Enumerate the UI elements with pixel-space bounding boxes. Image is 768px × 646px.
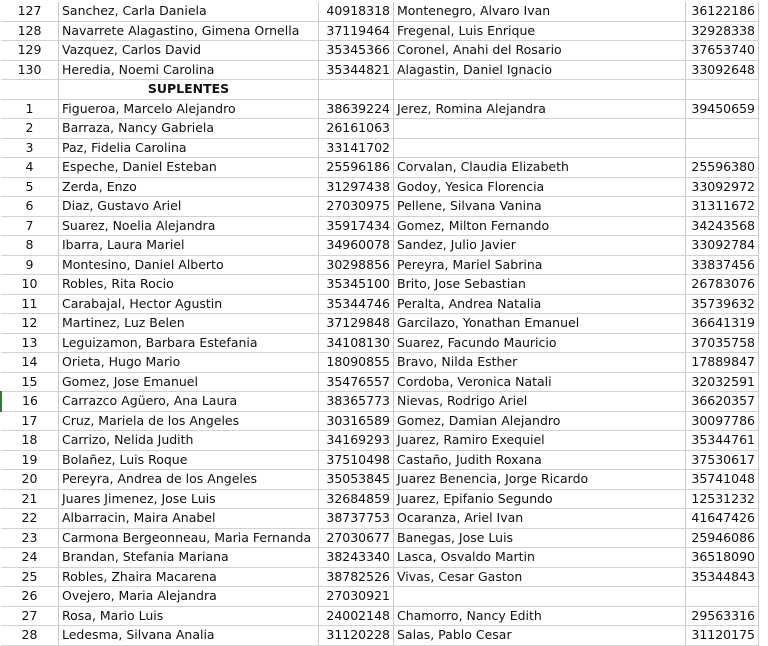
substitute-name-cell[interactable]: Juarez, Ramiro Exequiel bbox=[394, 431, 686, 451]
substitute-name-cell[interactable]: Castaño, Judith Roxana bbox=[394, 450, 686, 470]
substitute-dni-cell[interactable]: 35741048 bbox=[686, 470, 759, 490]
substitute-name-cell[interactable] bbox=[394, 119, 686, 139]
name-cell[interactable]: Figueroa, Marcelo Alejandro bbox=[59, 99, 319, 119]
table-row bbox=[1, 294, 759, 314]
substitute-name-cell[interactable]: Cordoba, Veronica Natali bbox=[394, 372, 686, 392]
dni-cell[interactable]: 31120228 bbox=[319, 626, 394, 646]
dni-cell[interactable]: 27030677 bbox=[319, 528, 394, 548]
table-row bbox=[1, 119, 759, 139]
table-row bbox=[1, 353, 759, 373]
substitute-dni-cell[interactable]: 31120175 bbox=[686, 626, 759, 646]
table-row bbox=[1, 236, 759, 256]
name-cell[interactable]: Martinez, Luz Belen bbox=[59, 314, 319, 334]
substitute-name-cell[interactable]: Fregenal, Luis Enrique bbox=[394, 21, 686, 41]
dni-cell[interactable]: 38243340 bbox=[319, 548, 394, 568]
name-cell[interactable]: Carabajal, Hector Agustin bbox=[59, 294, 319, 314]
table-row bbox=[1, 138, 759, 158]
name-cell[interactable]: Diaz, Gustavo Ariel bbox=[59, 197, 319, 217]
substitute-dni-cell[interactable] bbox=[686, 119, 759, 139]
dni-cell[interactable]: 38737753 bbox=[319, 509, 394, 529]
substitute-name-cell[interactable]: Alagastin, Daniel Ignacio bbox=[394, 60, 686, 80]
name-cell[interactable]: Bolañez, Luis Roque bbox=[59, 450, 319, 470]
dni-cell[interactable]: 34169293 bbox=[319, 431, 394, 451]
dni-cell[interactable]: 37510498 bbox=[319, 450, 394, 470]
substitute-dni-cell[interactable]: 36518090 bbox=[686, 548, 759, 568]
table-row bbox=[1, 567, 759, 587]
substitute-dni-cell[interactable]: 25596380 bbox=[686, 158, 759, 178]
name-cell[interactable]: Navarrete Alagastino, Gimena Ornella bbox=[59, 21, 319, 41]
name-cell[interactable]: Robles, Zhaira Macarena bbox=[59, 567, 319, 587]
substitute-name-cell[interactable]: Suarez, Facundo Mauricio bbox=[394, 333, 686, 353]
substitute-dni-cell[interactable]: 37653740 bbox=[686, 41, 759, 61]
substitute-name-cell[interactable]: Lasca, Osvaldo Martin bbox=[394, 548, 686, 568]
table-row bbox=[1, 587, 759, 607]
row-number-cell[interactable]: 16 bbox=[1, 392, 59, 412]
dni-cell[interactable]: 31297438 bbox=[319, 177, 394, 197]
name-cell[interactable]: Carrazco Agüero, Ana Laura bbox=[59, 392, 319, 412]
row-number-cell[interactable]: 130 bbox=[1, 60, 59, 80]
dni-cell[interactable]: 35917434 bbox=[319, 216, 394, 236]
substitute-dni-cell[interactable]: 37530617 bbox=[686, 450, 759, 470]
substitute-dni-cell[interactable]: 33837456 bbox=[686, 255, 759, 275]
substitute-dni-cell[interactable] bbox=[686, 138, 759, 158]
row-number-cell[interactable]: 18 bbox=[1, 431, 59, 451]
substitute-dni-cell[interactable]: 35344843 bbox=[686, 567, 759, 587]
substitute-dni-cell[interactable]: 32032591 bbox=[686, 372, 759, 392]
table-row bbox=[1, 197, 759, 217]
substitute-dni-cell[interactable]: 17889847 bbox=[686, 353, 759, 373]
row-number-cell[interactable]: 9 bbox=[1, 255, 59, 275]
dni-cell[interactable]: 35345100 bbox=[319, 275, 394, 295]
section-header-row bbox=[1, 80, 759, 100]
substitute-name-cell[interactable]: Chamorro, Nancy Edith bbox=[394, 606, 686, 626]
substitute-dni-cell[interactable]: 33092784 bbox=[686, 236, 759, 256]
row-number-cell[interactable]: 21 bbox=[1, 489, 59, 509]
dni-cell[interactable]: 38782526 bbox=[319, 567, 394, 587]
table-row bbox=[1, 2, 759, 21]
name-cell[interactable]: Espeche, Daniel Esteban bbox=[59, 158, 319, 178]
row-number-cell[interactable]: 20 bbox=[1, 470, 59, 490]
name-cell[interactable]: Carrizo, Nelida Judith bbox=[59, 431, 319, 451]
table-row bbox=[1, 255, 759, 275]
substitute-dni-cell[interactable]: 37035758 bbox=[686, 333, 759, 353]
substitute-name-cell[interactable]: Bravo, Nilda Esther bbox=[394, 353, 686, 373]
table-row bbox=[1, 392, 759, 412]
table-row bbox=[1, 60, 759, 80]
name-cell[interactable]: Leguizamon, Barbara Estefania bbox=[59, 333, 319, 353]
substitute-dni-cell[interactable]: 26783076 bbox=[686, 275, 759, 295]
table-row bbox=[1, 158, 759, 178]
substitute-dni-cell[interactable]: 32928338 bbox=[686, 21, 759, 41]
substitute-dni-cell[interactable]: 39450659 bbox=[686, 99, 759, 119]
table-row bbox=[1, 626, 759, 646]
dni-cell[interactable]: 35476557 bbox=[319, 372, 394, 392]
row-number-cell[interactable]: 25 bbox=[1, 567, 59, 587]
row-number-cell[interactable]: 11 bbox=[1, 294, 59, 314]
row-number-cell[interactable]: 17 bbox=[1, 411, 59, 431]
row-number-cell[interactable]: 128 bbox=[1, 21, 59, 41]
table-body bbox=[1, 2, 759, 645]
row-number-cell[interactable]: 129 bbox=[1, 41, 59, 61]
row-number-cell[interactable]: 12 bbox=[1, 314, 59, 334]
dni-cell[interactable]: 33141702 bbox=[319, 138, 394, 158]
substitute-name-cell[interactable]: Pellene, Silvana Vanina bbox=[394, 197, 686, 217]
substitute-dni-cell[interactable]: 36620357 bbox=[686, 392, 759, 412]
dni-cell[interactable]: 38639224 bbox=[319, 99, 394, 119]
empty-cell[interactable] bbox=[394, 80, 686, 100]
name-cell[interactable]: Barraza, Nancy Gabriela bbox=[59, 119, 319, 139]
name-cell[interactable]: Albarracin, Maira Anabel bbox=[59, 509, 319, 529]
substitute-name-cell[interactable]: Vivas, Cesar Gaston bbox=[394, 567, 686, 587]
dni-cell[interactable]: 37119464 bbox=[319, 21, 394, 41]
substitute-name-cell[interactable]: Brito, Jose Sebastian bbox=[394, 275, 686, 295]
table-row bbox=[1, 548, 759, 568]
row-number-cell[interactable]: 3 bbox=[1, 138, 59, 158]
row-number-cell[interactable]: 22 bbox=[1, 509, 59, 529]
dni-cell[interactable]: 18090855 bbox=[319, 353, 394, 373]
row-number-cell[interactable]: 4 bbox=[1, 158, 59, 178]
table-row bbox=[1, 431, 759, 451]
row-number-cell[interactable]: 19 bbox=[1, 450, 59, 470]
substitute-dni-cell[interactable]: 25946086 bbox=[686, 528, 759, 548]
table-row bbox=[1, 450, 759, 470]
substitute-name-cell[interactable]: Peralta, Andrea Natalia bbox=[394, 294, 686, 314]
row-number-cell[interactable]: 7 bbox=[1, 216, 59, 236]
substitute-name-cell[interactable] bbox=[394, 138, 686, 158]
substitute-dni-cell[interactable]: 33092648 bbox=[686, 60, 759, 80]
substitute-name-cell[interactable]: Garcilazo, Yonathan Emanuel bbox=[394, 314, 686, 334]
substitute-name-cell[interactable]: Juarez Benencia, Jorge Ricardo bbox=[394, 470, 686, 490]
row-number-cell[interactable]: 10 bbox=[1, 275, 59, 295]
table-row bbox=[1, 41, 759, 61]
section-title[interactable]: SUPLENTES bbox=[59, 80, 319, 100]
name-cell[interactable]: Ibarra, Laura Mariel bbox=[59, 236, 319, 256]
substitute-name-cell[interactable]: Ocaranza, Ariel Ivan bbox=[394, 509, 686, 529]
table-row bbox=[1, 470, 759, 490]
substitute-dni-cell[interactable]: 12531232 bbox=[686, 489, 759, 509]
row-number-cell[interactable]: 6 bbox=[1, 197, 59, 217]
dni-cell[interactable]: 27030975 bbox=[319, 197, 394, 217]
dni-cell[interactable]: 38365773 bbox=[319, 392, 394, 412]
substitute-dni-cell[interactable]: 30097786 bbox=[686, 411, 759, 431]
name-cell[interactable]: Gomez, Jose Emanuel bbox=[59, 372, 319, 392]
name-cell[interactable]: Brandan, Stefania Mariana bbox=[59, 548, 319, 568]
substitute-dni-cell[interactable]: 29563316 bbox=[686, 606, 759, 626]
table-row bbox=[1, 21, 759, 41]
name-cell[interactable]: Carmona Bergeonneau, Maria Fernanda bbox=[59, 528, 319, 548]
table-row bbox=[1, 333, 759, 353]
row-number-cell[interactable]: 127 bbox=[1, 2, 59, 21]
name-cell[interactable]: Sanchez, Carla Daniela bbox=[59, 2, 319, 21]
row-number-cell[interactable]: 26 bbox=[1, 587, 59, 607]
substitute-dni-cell[interactable]: 33092972 bbox=[686, 177, 759, 197]
substitute-name-cell[interactable]: Corvalan, Claudia Elizabeth bbox=[394, 158, 686, 178]
empty-cell[interactable] bbox=[319, 80, 394, 100]
row-number-cell[interactable]: 1 bbox=[1, 99, 59, 119]
substitute-dni-cell[interactable]: 35739632 bbox=[686, 294, 759, 314]
substitute-name-cell[interactable]: Coronel, Anahi del Rosario bbox=[394, 41, 686, 61]
table-row bbox=[1, 216, 759, 236]
table-row bbox=[1, 489, 759, 509]
name-cell[interactable]: Zerda, Enzo bbox=[59, 177, 319, 197]
substitute-dni-cell[interactable]: 35344761 bbox=[686, 431, 759, 451]
substitute-name-cell[interactable]: Godoy, Yesica Florencia bbox=[394, 177, 686, 197]
row-number-cell[interactable]: 27 bbox=[1, 606, 59, 626]
substitute-dni-cell[interactable]: 31311672 bbox=[686, 197, 759, 217]
dni-cell[interactable]: 40918318 bbox=[319, 2, 394, 21]
name-cell[interactable]: Heredia, Noemi Carolina bbox=[59, 60, 319, 80]
row-number-cell[interactable]: 8 bbox=[1, 236, 59, 256]
row-number-cell[interactable]: 24 bbox=[1, 548, 59, 568]
dni-cell[interactable]: 24002148 bbox=[319, 606, 394, 626]
dni-cell[interactable]: 35344821 bbox=[319, 60, 394, 80]
substitute-dni-cell[interactable]: 34243568 bbox=[686, 216, 759, 236]
substitute-name-cell[interactable]: Gomez, Damian Alejandro bbox=[394, 411, 686, 431]
name-cell[interactable]: Orieta, Hugo Mario bbox=[59, 353, 319, 373]
table-row bbox=[1, 99, 759, 119]
empty-cell[interactable] bbox=[1, 80, 59, 100]
table-row bbox=[1, 606, 759, 626]
substitute-dni-cell[interactable] bbox=[686, 587, 759, 607]
dni-cell[interactable]: 27030921 bbox=[319, 587, 394, 607]
table-row bbox=[1, 509, 759, 529]
dni-cell[interactable]: 30298856 bbox=[319, 255, 394, 275]
table-row bbox=[1, 314, 759, 334]
table-row bbox=[1, 275, 759, 295]
name-cell[interactable]: Rosa, Mario Luis bbox=[59, 606, 319, 626]
table-row bbox=[1, 372, 759, 392]
name-cell[interactable]: Robles, Rita Rocio bbox=[59, 275, 319, 295]
spreadsheet-table bbox=[0, 2, 759, 646]
name-cell[interactable]: Pereyra, Andrea de los Angeles bbox=[59, 470, 319, 490]
name-cell[interactable]: Juares Jimenez, Jose Luis bbox=[59, 489, 319, 509]
name-cell[interactable]: Ovejero, Maria Alejandra bbox=[59, 587, 319, 607]
substitute-name-cell[interactable]: Gomez, Milton Fernando bbox=[394, 216, 686, 236]
substitute-dni-cell[interactable]: 36641319 bbox=[686, 314, 759, 334]
row-number-cell[interactable]: 14 bbox=[1, 353, 59, 373]
substitute-name-cell[interactable]: Sandez, Julio Javier bbox=[394, 236, 686, 256]
substitute-name-cell[interactable]: Nievas, Rodrigo Ariel bbox=[394, 392, 686, 412]
dni-cell[interactable]: 34108130 bbox=[319, 333, 394, 353]
name-cell[interactable]: Montesino, Daniel Alberto bbox=[59, 255, 319, 275]
substitute-name-cell[interactable]: Banegas, Jose Luis bbox=[394, 528, 686, 548]
dni-cell[interactable]: 35344746 bbox=[319, 294, 394, 314]
substitute-dni-cell[interactable]: 36122186 bbox=[686, 2, 759, 21]
substitute-dni-cell[interactable]: 41647426 bbox=[686, 509, 759, 529]
substitute-name-cell[interactable]: Montenegro, Alvaro Ivan bbox=[394, 2, 686, 21]
dni-cell[interactable]: 26161063 bbox=[319, 119, 394, 139]
row-number-cell[interactable]: 23 bbox=[1, 528, 59, 548]
name-cell[interactable]: Paz, Fidelia Carolina bbox=[59, 138, 319, 158]
name-cell[interactable]: Vazquez, Carlos David bbox=[59, 41, 319, 61]
dni-cell[interactable]: 32684859 bbox=[319, 489, 394, 509]
dni-cell[interactable]: 30316589 bbox=[319, 411, 394, 431]
substitute-name-cell[interactable]: Pereyra, Mariel Sabrina bbox=[394, 255, 686, 275]
substitute-name-cell[interactable]: Salas, Pablo Cesar bbox=[394, 626, 686, 646]
row-number-cell[interactable]: 15 bbox=[1, 372, 59, 392]
substitute-name-cell[interactable]: Jerez, Romina Alejandra bbox=[394, 99, 686, 119]
dni-cell[interactable]: 25596186 bbox=[319, 158, 394, 178]
dni-cell[interactable]: 37129848 bbox=[319, 314, 394, 334]
name-cell[interactable]: Cruz, Mariela de los Angeles bbox=[59, 411, 319, 431]
name-cell[interactable]: Ledesma, Silvana Analia bbox=[59, 626, 319, 646]
row-number-cell[interactable]: 2 bbox=[1, 119, 59, 139]
substitute-name-cell[interactable] bbox=[394, 587, 686, 607]
table-row bbox=[1, 177, 759, 197]
row-number-cell[interactable]: 5 bbox=[1, 177, 59, 197]
table-row bbox=[1, 528, 759, 548]
row-number-cell[interactable]: 28 bbox=[1, 626, 59, 646]
dni-cell[interactable]: 35345366 bbox=[319, 41, 394, 61]
substitute-name-cell[interactable]: Juarez, Epifanio Segundo bbox=[394, 489, 686, 509]
dni-cell[interactable]: 35053845 bbox=[319, 470, 394, 490]
empty-cell[interactable] bbox=[686, 80, 759, 100]
dni-cell[interactable]: 34960078 bbox=[319, 236, 394, 256]
name-cell[interactable]: Suarez, Noelia Alejandra bbox=[59, 216, 319, 236]
row-number-cell[interactable]: 13 bbox=[1, 333, 59, 353]
table-row bbox=[1, 411, 759, 431]
